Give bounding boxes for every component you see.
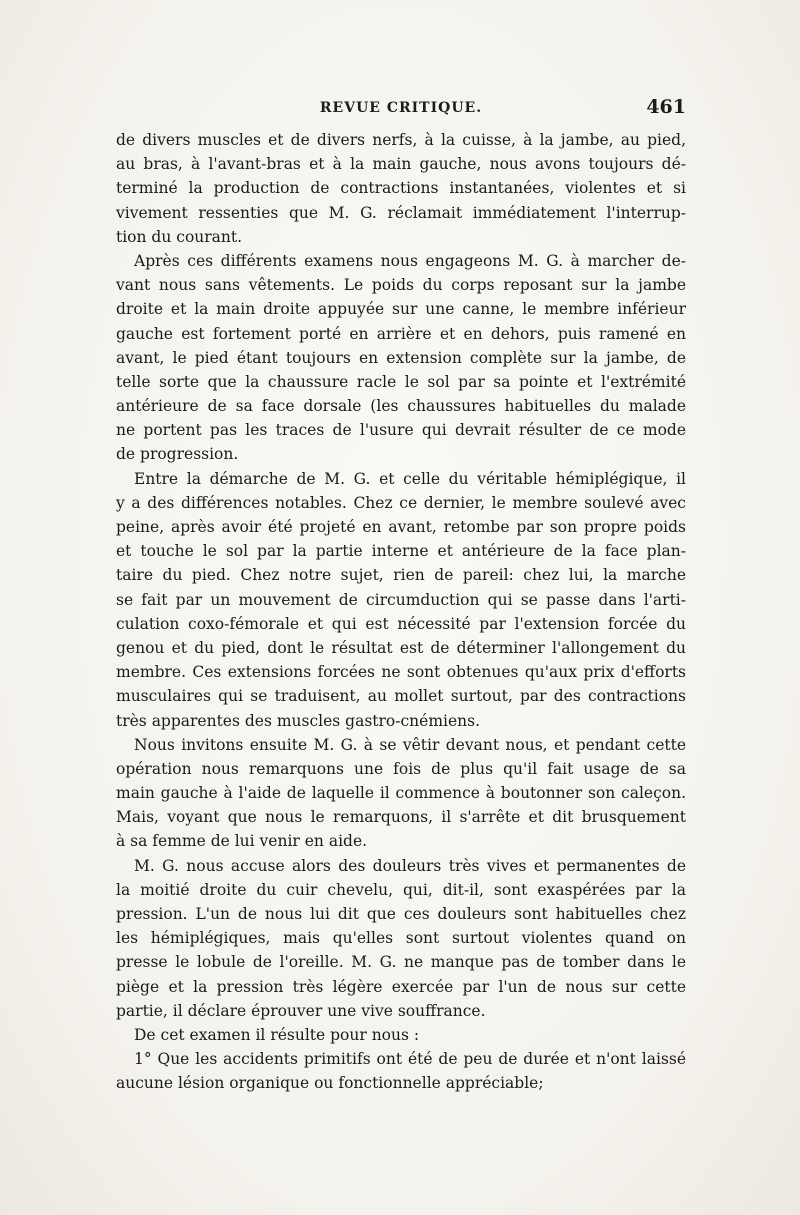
text-line: tion du courant. xyxy=(116,227,243,246)
text-line: main gauche à l'aide de laquelle il commence à boutonner son caleçon. xyxy=(116,784,686,803)
text-line: De cet examen il résulte pour nous : xyxy=(134,1025,420,1044)
text-line: vivement ressenties que M. G. réclamait immédiatement l'interrup- xyxy=(116,203,686,222)
text-line: très apparentes des muscles gastro-cnémiens. xyxy=(116,711,481,730)
text-line: de progression. xyxy=(116,445,239,464)
text-line: piège et la pression très légère exercée par l'un de nous sur cette xyxy=(116,977,686,996)
text-line: presse le lobule de l'oreille. M. G. ne manque pas de tomber dans le xyxy=(116,953,686,972)
text-line: droite et la main droite appuyée sur une canne, le membre inférieur xyxy=(116,300,686,319)
text-line: terminé la production de contractions instantanées, violentes et si xyxy=(116,179,686,198)
text-line: genou et du pied, dont le résultat est de déterminer l'allongement du xyxy=(116,638,686,657)
text-line: antérieure de sa face dorsale (les chaussures habituelles du malade xyxy=(116,397,686,416)
text-line: les hémiplégiques, mais qu'elles sont surtout violentes quand on xyxy=(116,929,686,948)
paragraph xyxy=(116,128,686,249)
text-line: et touche le sol par la partie interne et antérieure de la face plan- xyxy=(116,542,686,561)
text-line: opération nous remarquons une fois de plus qu'il fait usage de sa xyxy=(116,759,686,778)
text-line: Nous invitons ensuite M. G. à se vêtir devant nous, et pendant cette xyxy=(134,735,686,754)
text-line: Entre la démarche de M. G. et celle du véritable hémiplégique, il xyxy=(134,469,686,488)
text-line: M. G. nous accuse alors des douleurs très vives et permanentes de xyxy=(134,856,686,875)
text-line: y a des différences notables. Chez ce dernier, le membre soulevé avec xyxy=(116,493,686,512)
body-text xyxy=(116,128,686,1096)
text-line: membre. Ces extensions forcées ne sont obtenues qu'aux prix d'efforts xyxy=(116,663,686,682)
text-line: au bras, à l'avant-bras et à la main gauche, nous avons toujours dé- xyxy=(116,155,686,174)
text-line: taire du pied. Chez notre sujet, rien de pareil: chez lui, la marche xyxy=(116,566,686,585)
text-line: 1° Que les accidents primitifs ont été de peu de durée et n'ont laissé xyxy=(134,1050,686,1069)
text-line: vant nous sans vêtements. Le poids du corps reposant sur la jambe xyxy=(116,276,686,295)
paragraph xyxy=(116,467,686,733)
text-line: culation coxo-fémorale et qui est nécessité par l'extension forcée du xyxy=(116,614,686,633)
text-line: telle sorte que la chaussure racle le sol par sa pointe et l'extrémité xyxy=(116,372,686,391)
text-line: partie, il déclare éprouver une vive souffrance. xyxy=(116,1001,486,1020)
text-line: ne portent pas les traces de l'usure qui devrait résulter de ce mode xyxy=(116,421,686,440)
text-line: pression. L'un de nous lui dit que ces douleurs sont habituelles chez xyxy=(116,905,686,923)
paragraph xyxy=(116,854,686,1023)
text-line: musculaires qui se traduisent, au mollet surtout, par des contractions xyxy=(116,687,686,706)
running-head xyxy=(116,96,686,120)
paragraph xyxy=(116,249,686,467)
text-line: gauche est fortement porté en arrière et en dehors, puis ramené en xyxy=(116,324,686,343)
text-line: peine, après avoir été projeté en avant, retombe par son propre poids xyxy=(116,518,686,536)
running-title: REVUE CRITIQUE. xyxy=(319,100,483,116)
text-line: se fait par un mouvement de circumduction qui se passe dans l'arti- xyxy=(116,590,686,609)
paragraph xyxy=(116,1023,686,1047)
text-line: la moitié droite du cuir chevelu, qui, dit-il, sont exaspérées par la xyxy=(116,880,686,899)
text-line: Après ces différents examens nous engageons M. G. à marcher de- xyxy=(134,251,686,270)
text-line: à sa femme de lui venir en aide. xyxy=(116,832,368,851)
page-number: 461 xyxy=(646,96,686,118)
text-line: de divers muscles et de divers nerfs, à la cuisse, à la jambe, au pied, xyxy=(116,131,686,149)
paragraph xyxy=(116,1047,686,1095)
text-line: Mais, voyant que nous le remarquons, il s'arrête et dit brusquement xyxy=(116,808,686,827)
paragraph xyxy=(116,733,686,854)
text-line: avant, le pied étant toujours en extension complète sur la jambe, de xyxy=(116,348,686,367)
text-line: aucune lésion organique ou fonctionnelle appréciable; xyxy=(116,1074,544,1093)
